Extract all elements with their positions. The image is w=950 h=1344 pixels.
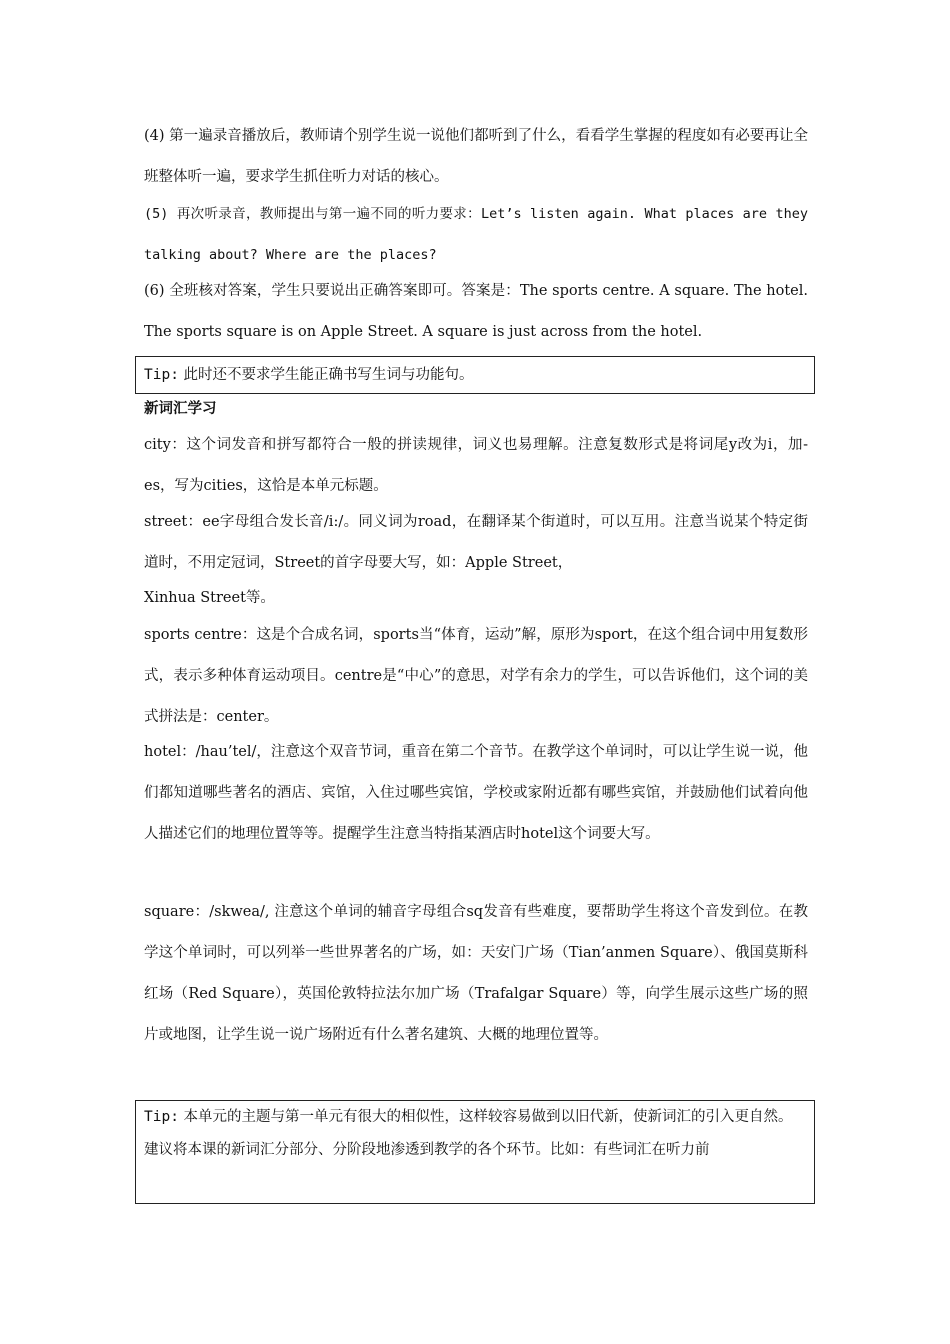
- tip-box-2: [135, 1100, 815, 1204]
- vocab-sports-centre: sports centre：这是个合成名词，sports当“体育，运动”解，原形为sport，在这个组合词中用复数形式，表示多种体育运动项目。centre是“中心”的意思，对学有余力的学生，可以告诉他们，这个词的美式拼法是：center。: [144, 627, 808, 725]
- vocab-hotel: hotel：/hau’tel/，注意这个双音节词，重音在第二个音节。在教学这个单词时，可以让学生说一说，他们都知道哪些著名的酒店、宾馆，入住过哪些宾馆，学校或家附近都有哪些宾馆，并鼓励他们试着向他人描述它们的地理位置等等。提醒学生注意当特指某酒店时hotel这个词要大写。: [144, 744, 808, 842]
- tip-2-body: 本单元的主题与第一单元有很大的相似性，这样较容易做到以旧代新，使新词汇的引入更自然。: [183, 1109, 793, 1125]
- tip-2-label: Tip:: [144, 1109, 179, 1125]
- vocab-heading: 新词汇学习: [144, 401, 217, 417]
- tip-1-text: [144, 361, 806, 389]
- paragraph-step-6: (6) 全班核对答案，学生只要说出正确答案即可。答案是：The sports centre. A square. The hotel. The sports square is on Apple Street. A square is just across from the hotel.: [144, 283, 808, 340]
- tip-2-line-2: 建议将本课的新词汇分部分、分阶段地渗透到教学的各个环节。比如：有些词汇在听力前: [144, 1142, 710, 1158]
- tip-1-body: 此时还不要求学生能正确书写生词与功能句。: [183, 367, 474, 383]
- vocab-square: square：/skwea/, 注意这个单词的辅音字母组合sq发音有些难度，要帮助学生将这个音发到位。在教学这个单词时，可以列举一些世界著名的广场，如：天安门广场（Tian’anmen Square）、俄国莫斯科红场（Red Square），英国伦敦特拉法尔加广场（Trafalgar Square）等，向学生展示这些广场的照片或地图，让学生说一说广场附近有什么著名建筑、大概的地理位置等。: [144, 904, 808, 1043]
- tip-2-line-1: [144, 1097, 806, 1137]
- vocab-street: street：ee字母组合发长音/i:/。同义词为road，在翻译某个街道时，可以互用。注意当说某个特定街道时，不用定冠词，Street的首字母要大写，如：Apple Street，: [144, 514, 808, 571]
- vocab-street-cont: Xinhua Street等。: [144, 590, 275, 606]
- tip-1-label: Tip:: [144, 367, 179, 383]
- paragraph-step-5: (5) 再次听录音，教师提出与第一遍不同的听力要求：Let’s listen again. What places are they talking about? Where are the places?: [144, 206, 808, 263]
- vocab-city: city：这个词发音和拼写都符合一般的拼读规律，词义也易理解。注意复数形式是将词尾y改为i，加-es，写为cities，这恰是本单元标题。: [144, 437, 808, 494]
- paragraph-step-4: (4) 第一遍录音播放后，教师请个别学生说一说他们都听到了什么，看看学生掌握的程度如有必要再让全班整体听一遍，要求学生抓住听力对话的核心。: [144, 128, 808, 185]
